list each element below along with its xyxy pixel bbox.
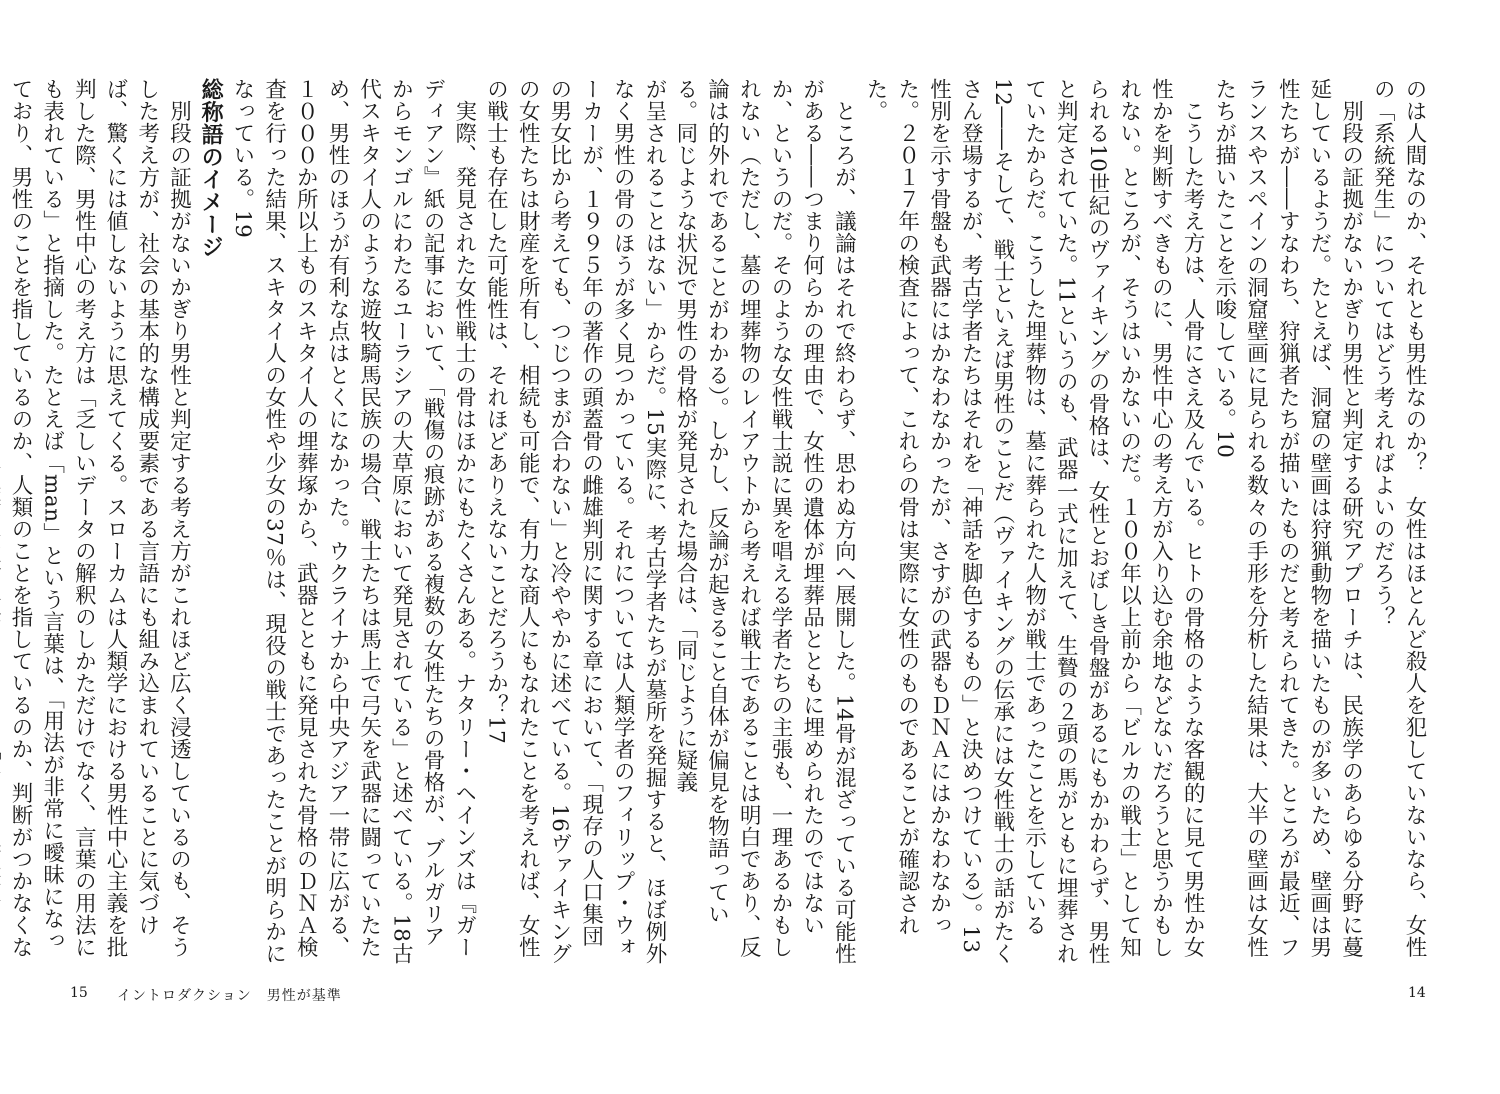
left-page-text (7, 78, 670, 968)
page-number-left: 15 (70, 985, 88, 1001)
paragraph: 実際、発見された女性戦士の骨はほかにもたくさんある。ナタリー・ヘインズは『ガーディアン』紙の記事において、「戦傷の痕跡がある複数の女性たちの骨格が、ブルガリアからモンゴルにわたるユーラシアの大草原において発見されている」と述べている。18古代スキタイ人のような遊牧騎馬民族の場合、戦士たちは馬上で弓矢を武器に闘っていたため、男性のほうが有利な点はとくになかった。ウクライナから中央アジア一帯に広がる、１０００か所以上ものスキタイ人の埋葬塚から、武器とともに発見された骨格のＤＮＡ検査を行った結果、スキタイ人の女性や少女の37％は、現役の戦士であったことが明らかになっている。19 (229, 78, 477, 965)
running-head: イントロダクション 男性が基準 (117, 988, 342, 1004)
paragraph: こうした考え方は、人骨にさえ及んでいる。ヒトの骨格のような客観的に見て男性か女性かを判断すべきものに、男性中心の考え方が入り込む余地などないだろうと思うかもしれない。ところが、そうはいかないのだ。１００年以上前から「ビルカの戦士」として知られる10世紀のヴァイキングの骨格は、女性とおぼしき骨盤があるにもかかわらず、男性と判定されていた。11というのも、武器一式に加えて、生贄の２頭の馬がともに埋葬されていたからだ。こうした埋葬物は、墓に葬られた人物が戦士であったことを示している12――そして、戦士といえば男性のことだ（ヴァイキングの伝承には女性戦士の話がたくさん登場するが、考古学者たちはそれを「神話を脚色するもの」と決めつけている）。13性別を示す骨盤も武器にはかなわなかったが、さすがの武器もＤＮＡにはかなわなかった。２０１７年の検査によって、これらの骨は実際に女性のものであることが確認された。 (863, 78, 1206, 965)
section-heading: 総称語のイメージ (198, 78, 224, 258)
paragraph: ところが、議論はそれで終わらず、思わぬ方向へ展開した。14骨が混ざっている可能性がある――つまり何らかの理由で、女性の遺体が埋葬品とともに埋められたのではないか、というのだ。そのような女性戦士説に異を唱える学者たちの主張も、一理あるかもしれない（ただし、墓の埋葬物のレイアウトから考えれば戦士であることは明白であり、反論は的外れであることがわかる）。しかし、反論が起きること自体が偏見を物語っている。同じような状況で男性の骨格が発見された場合は、「同じように疑義 (672, 78, 857, 964)
page-number-right: 14 (1408, 985, 1426, 1001)
paragraph: 別段の証拠がないかぎり男性と判定する考え方がこれほど広く浸透しているのも、そうした考え方が、社会の基本的な構成要素である言語にも組み込まれていることに気づけば、驚くには値しないように思えてくる。スローカムは人類学における男性中心主義を批判した際、男性中心の考え方は「乏しいデータの解釈のしかただけでなく、言葉の用法にも表れている」と指摘した。たとえば「man」という言葉は、「用法が非常に曖昧になっており、男性のことを指しているのか、人類のことを指しているのか、判断がつかなくな (7, 78, 192, 958)
right-page-text (672, 78, 1430, 968)
paragraph: のは人間なのか、それとも男性なのか？ 女性はほとんど殺人を犯していないなら、女性の「系統発生」についてはどう考えればよいのだろう？ (1370, 78, 1427, 958)
paragraph: が呈されることはない」からだ。15実際に、考古学者たちが墓所を発掘すると、ほぼ例外なく男性の骨のほうが多く見つかっている。それについては人類学者のフィリップ・ウォーカーが、１９９５年の著作の頭蓋骨の雌雄判別に関する章において、「現存の人口集団の男女比から考えても、つじつまが合わない」と冷ややかに述べている。16ヴァイキングの女性たちは財産を所有し、相続も可能で、有力な商人にもなれたことを考えれば、女性の戦士も存在した可能性は、それほどありえないことだろうか？17 (483, 78, 667, 965)
paragraph: 別段の証拠がないかぎり男性と判定する研究アプローチは、民族学のあらゆる分野に蔓延しているようだ。たとえば、洞窟の壁画は狩猟動物を描いたものが多いため、壁画は男性たちが――すなわち、狩猟者たちが描いたものだと考えられてきた。ところが最近、フランスやスペインの洞窟壁画に見られる数々の手形を分析した結果は、大半の壁画は女性たちが描いたことを示唆している。10 (1211, 78, 1364, 958)
